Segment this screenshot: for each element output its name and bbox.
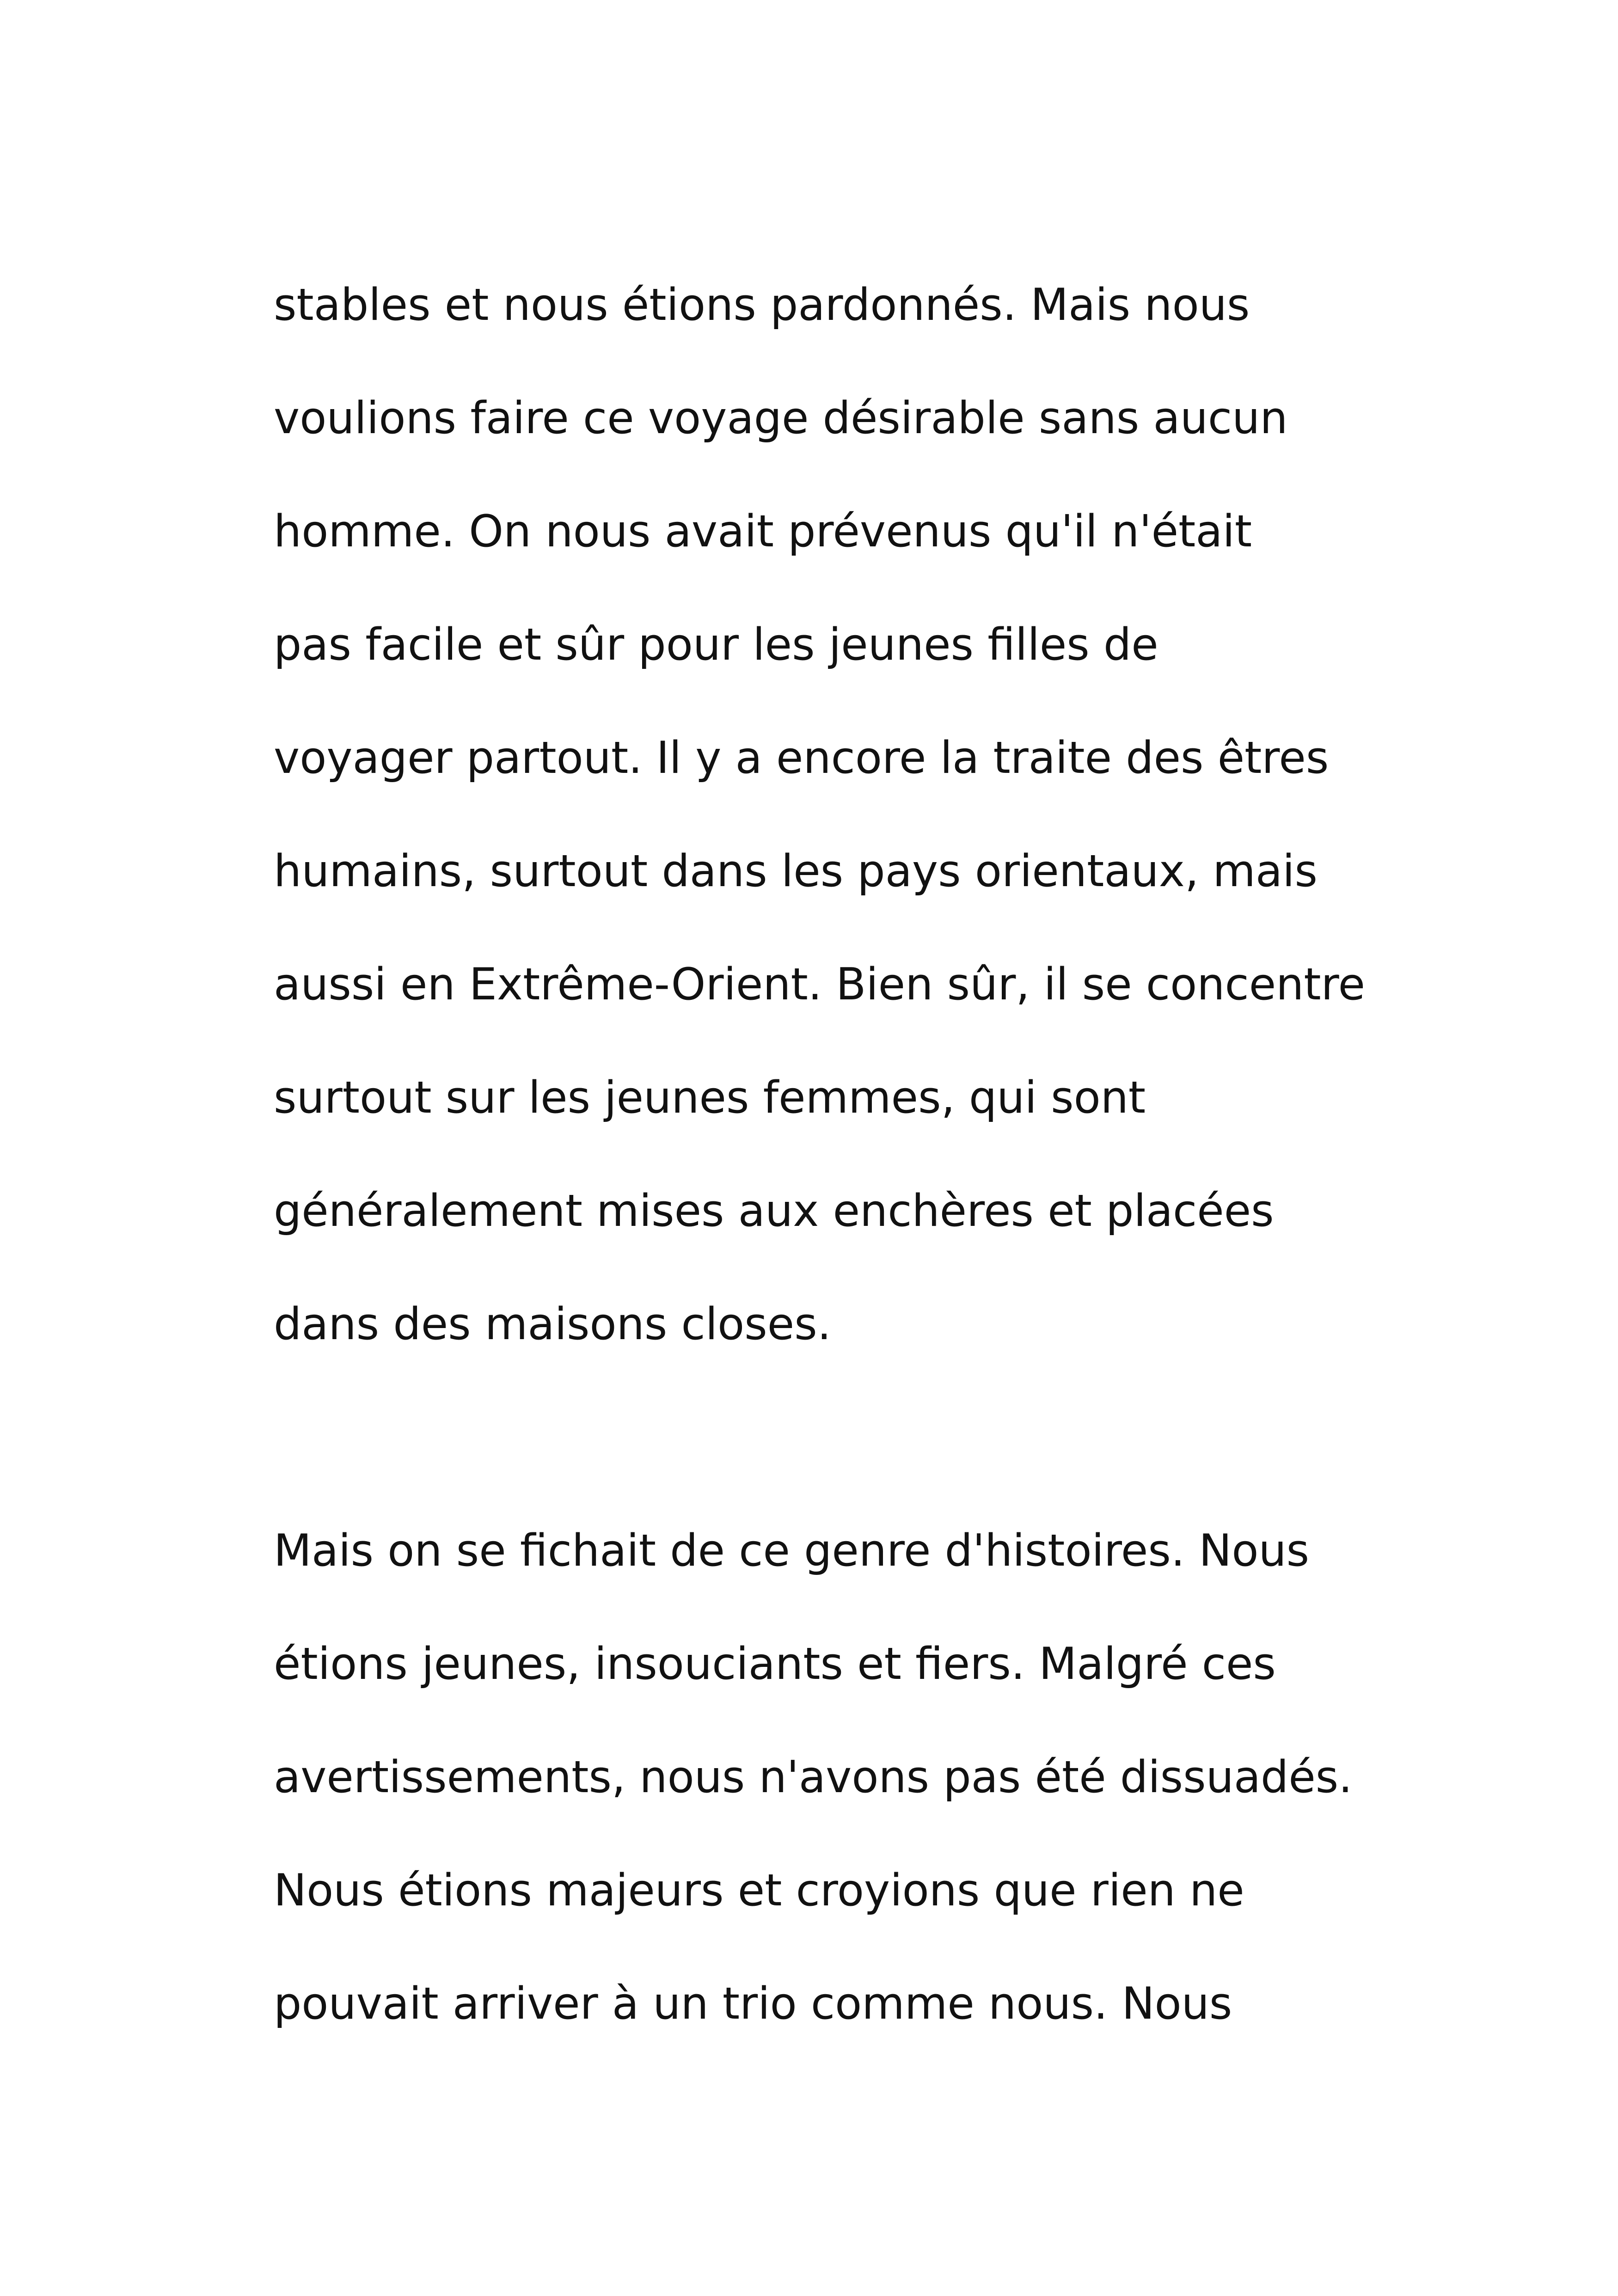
text-line: généralement mises aux enchères et placées <box>274 1186 1274 1237</box>
text-line: humains, surtout dans les pays orientaux, mais <box>274 846 1318 897</box>
body-text <box>274 259 1429 2071</box>
text-line: homme. On nous avait prévenus qu'il n'était <box>274 506 1252 557</box>
text-line: Mais on se fichait de ce genre d'histoires. Nous <box>274 1525 1310 1576</box>
text-line: surtout sur les jeunes femmes, qui sont <box>274 1072 1146 1123</box>
paragraph <box>274 259 1429 1391</box>
paragraph <box>274 1505 1429 2071</box>
text-line: aussi en Extrême-Orient. Bien sûr, il se concentre <box>274 959 1366 1010</box>
text-line: Nous étions majeurs et croyions que rien ne <box>274 1865 1244 1916</box>
text-line: voulions faire ce voyage désirable sans aucun <box>274 393 1288 444</box>
text-line: dans des maisons closes. <box>274 1299 831 1350</box>
text-line: avertissements, nous n'avons pas été dissuadés. <box>274 1752 1353 1803</box>
text-line: étions jeunes, insouciants et fiers. Malgré ces <box>274 1639 1276 1690</box>
text-line: stables et nous étions pardonnés. Mais nous <box>274 280 1250 331</box>
text-line: voyager partout. Il y a encore la traite des êtres <box>274 733 1329 784</box>
paragraph-spacer <box>274 1391 1429 1505</box>
text-line: pas facile et sûr pour les jeunes filles de <box>274 619 1158 670</box>
text-line: pouvait arriver à un trio comme nous. Nous <box>274 1978 1232 2029</box>
